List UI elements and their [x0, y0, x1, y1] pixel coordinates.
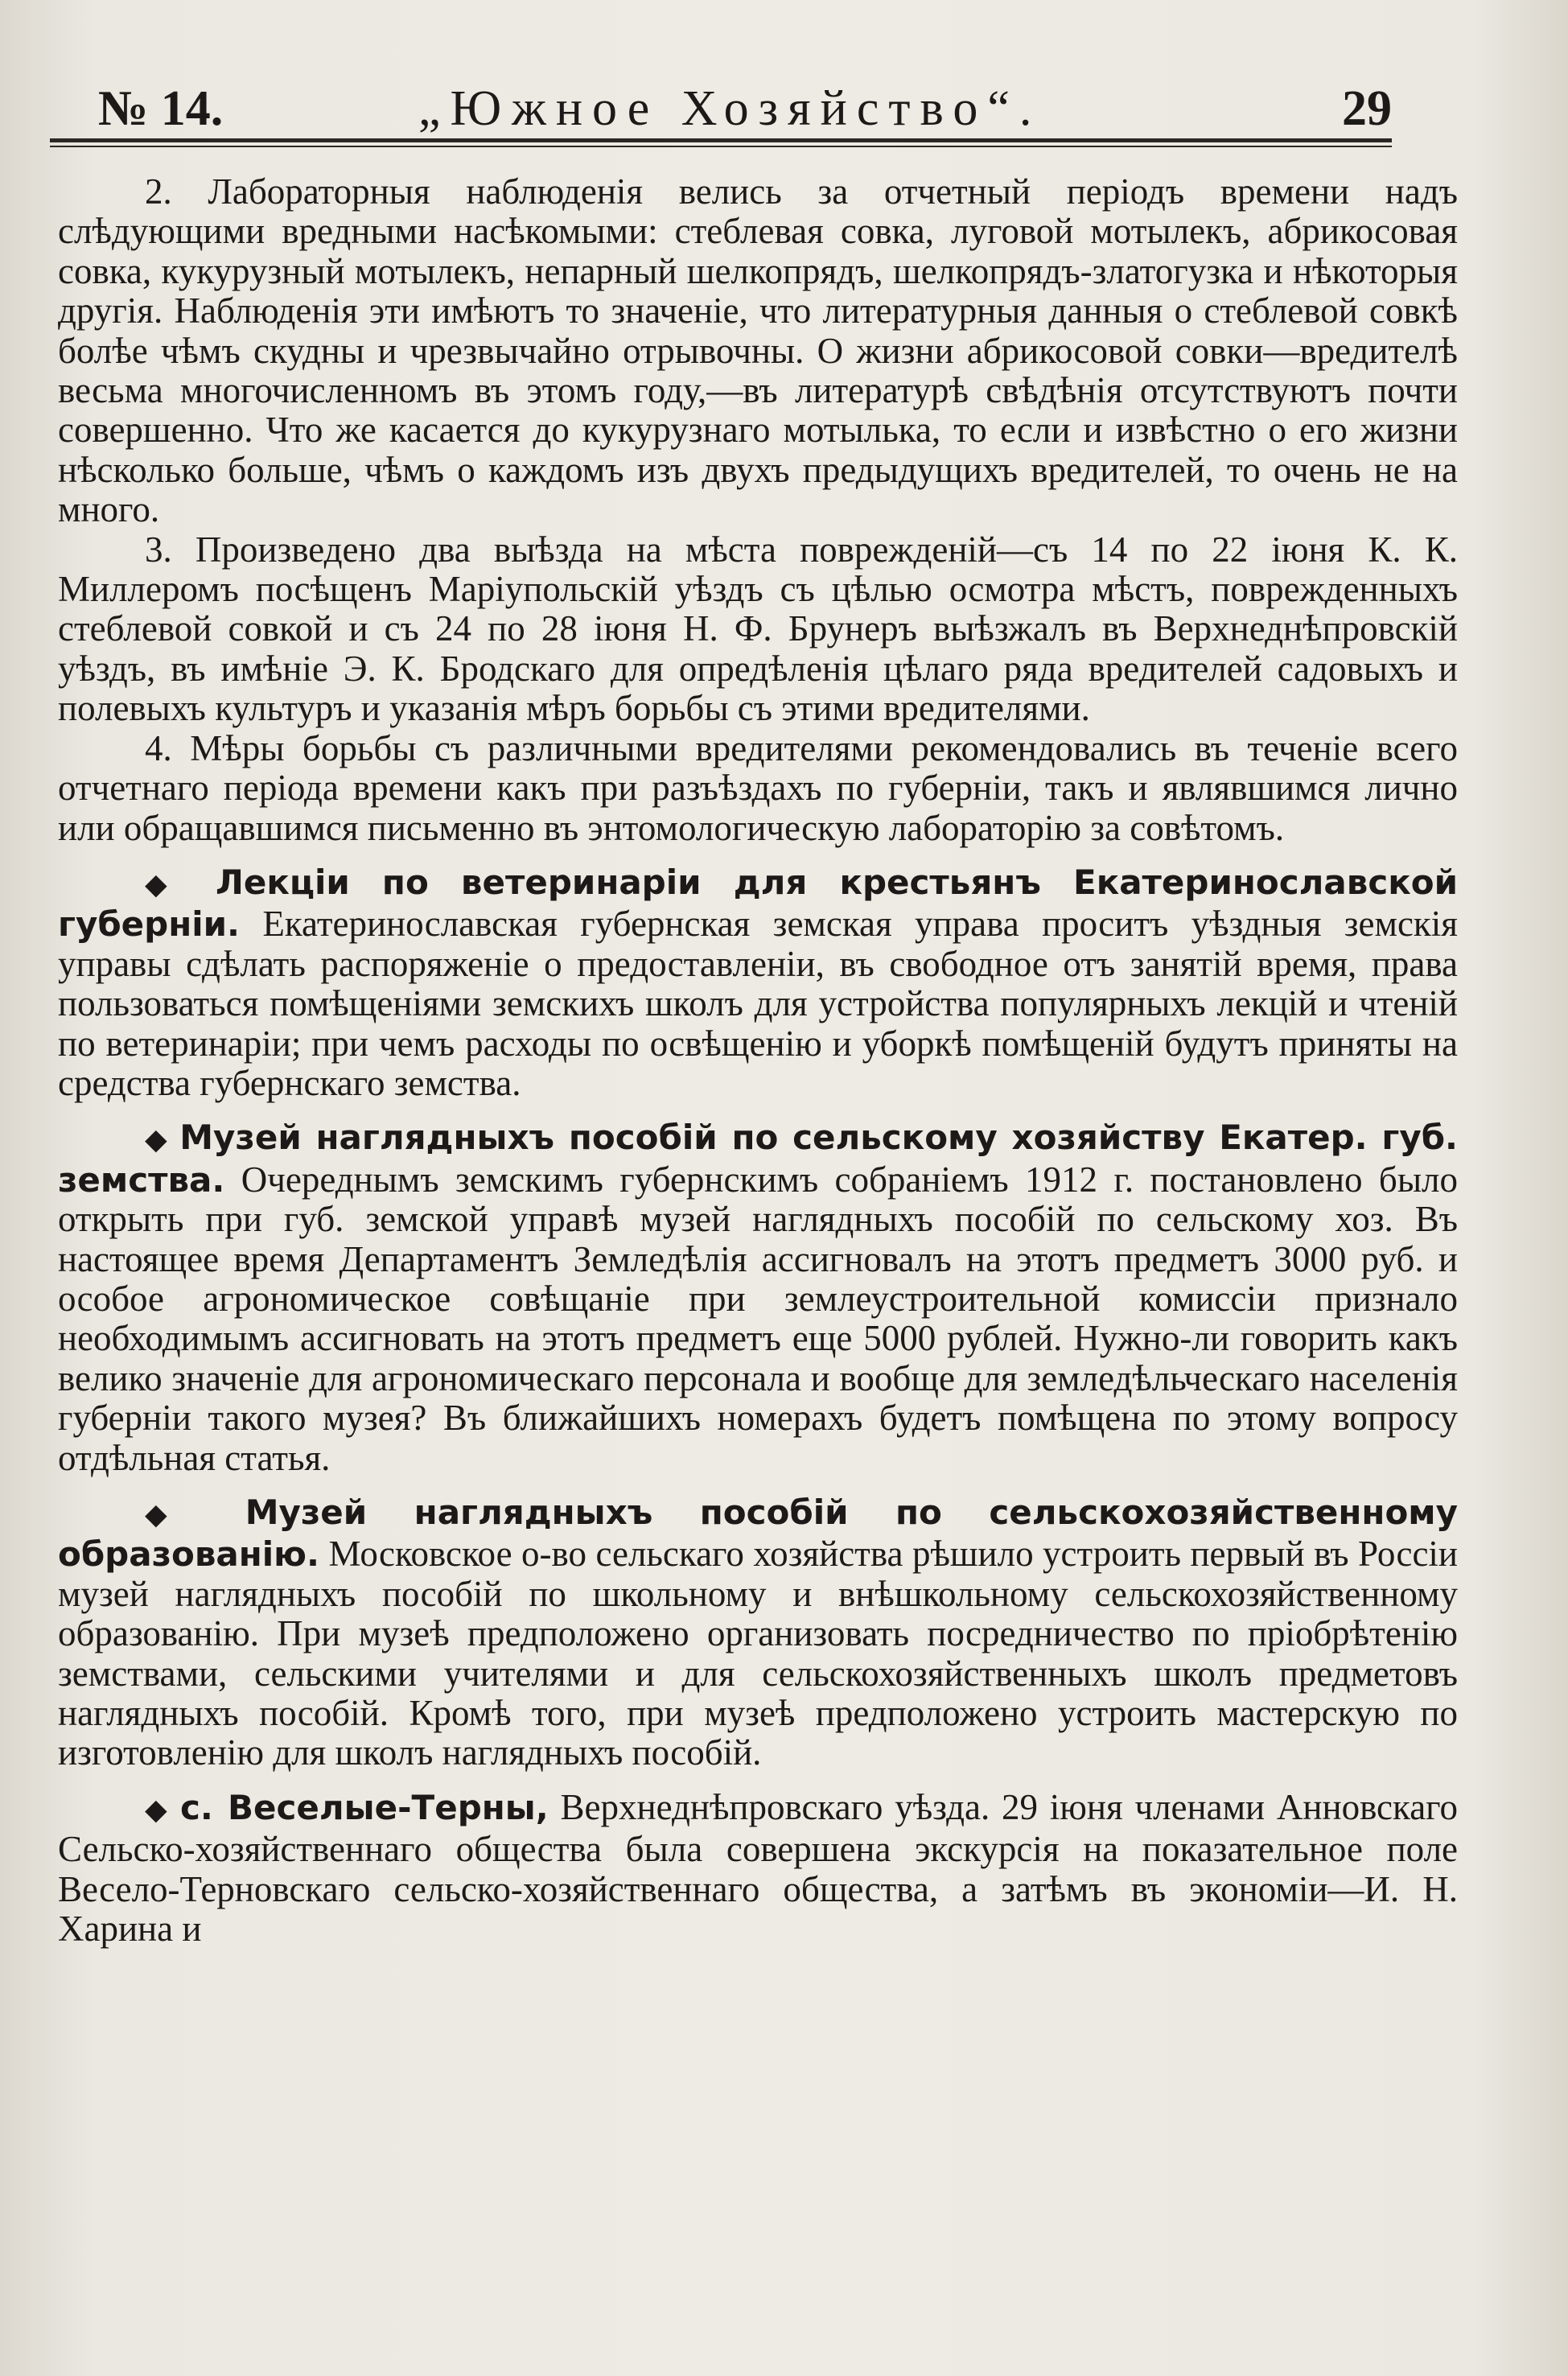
item-text: Верхнеднѣпровскаго уѣзда. 29 іюня членами Анновскаго Сельско-хозяйственнаго общества была совершена экскурсія на показательное поле Весело-Терновскаго сельско-хозяйственнаго общества, а затѣмъ въ экономіи—И. Н. Харина и [58, 1786, 1459, 1950]
item-heading: Лекціи по ветеринаріи для крестьянъ Екатеринославской губерніи. [58, 862, 1459, 945]
bullet-icon: ◆ [145, 1123, 168, 1157]
item-heading: с. Веселые-Терны, [180, 1787, 549, 1827]
journal-title: „Южное Хозяйство“. [418, 81, 1042, 136]
news-item-veselye-terny [58, 1788, 1458, 1950]
issue-number: № 14. [98, 81, 224, 136]
paragraph-pest-control: 4. Мѣры борьбы съ различными вредителями рекомендовались въ теченіе всего отчетнаго періода времени какъ при разъѣздахъ по губерніи, такъ и являвшимся лично или обращавшимся письменно въ энтомологическую лабораторію за совѣтомъ. [58, 727, 1458, 848]
header-rule-thick [50, 138, 1392, 142]
page-number: 29 [1342, 81, 1392, 136]
bullet-icon: ◆ [145, 1793, 169, 1826]
item-heading: Музей наглядныхъ пособій по сельскому хозяйству Екатер. губ. земства. [58, 1118, 1459, 1200]
header-rule-thin [50, 146, 1392, 147]
item-heading: Музей наглядныхъ пособій по сельскохозяйственному образованію. [58, 1493, 1459, 1575]
article-body [58, 172, 1458, 1949]
bullet-icon: ◆ [145, 1498, 201, 1531]
item-text: Московское о-во сельскаго хозяйства рѣшило устроить первый въ Россіи музей наглядныхъ пособій по школьному и внѣшкольному сельскохозяйственному образованію. При музеѣ предположено организовать посредничество по пріобрѣтенію земствами, сельскими учителями и для сельскохозяйственныхъ школъ предметовъ наглядныхъ пособій. Кромѣ того, при музеѣ предположено устроить мастерскую по изготовленію для школъ наглядныхъ пособій. [58, 1534, 1459, 1773]
bullet-icon: ◆ [145, 867, 187, 901]
news-item-museum-zemstvo [58, 1118, 1458, 1478]
news-item-vet-lectures [58, 863, 1458, 1103]
news-item-museum-education [58, 1493, 1458, 1773]
item-text: Очереднымъ земскимъ губернскимъ собраніемъ 1912 г. постановлено было открыть при губ. земской управѣ музей наглядныхъ пособій по сельскому хоз. Въ настоящее время Департаментъ Земледѣлія ассигновалъ на этотъ предметъ 3000 руб. и особое агрономическое совѣщаніе при землеустроительной комиссіи признало необходимымъ ассигновать на этотъ предметъ еще 5000 рублей. Нужно-ли говорить какъ велико значеніе для агрономическаго персонала и вообще для земледѣльческаго населенія губерніи такого музея? Въ ближайшихъ номерахъ будетъ помѣщена по этому вопросу отдѣльная статья. [58, 1159, 1459, 1478]
running-header [88, 80, 1392, 137]
paragraph-field-trips: 3. Произведено два выѣзда на мѣста поврежденій—съ 14 по 22 іюня К. К. Миллеромъ посѣщенъ Маріупольскій уѣздъ съ цѣлью осмотра мѣстъ, поврежденныхъ стеблевой совкой и съ 24 по 28 іюня Н. Ф. Брунеръ выѣзжалъ въ Верхнеднѣпровскій уѣздъ, въ имѣніе Э. К. Бродскаго для опредѣленія цѣлаго ряда вредителей садовыхъ и полевыхъ культуръ и указанія мѣръ борьбы съ этими вредителями. [58, 529, 1458, 729]
paragraph-lab-observations: 2. Лабораторныя наблюденія велись за отчетный періодъ времени надъ слѣдующими вредными насѣкомыми: стеблевая совка, луговой мотылекъ, абрикосовая совка, кукурузный мотылекъ, непарный шелкопрядъ, шелкопрядъ-златогузка и нѣкоторыя другія. Наблюденія эти имѣютъ то значеніе, что литературныя данныя о стеблевой совкѣ болѣе чѣмъ скудны и чрезвычайно отрывочны. О жизни абрикосовой совки—вредителѣ весьма многочисленномъ въ этомъ году,—въ литературѣ свѣдѣнія отсутствуютъ почти совершенно. Что же касается до кукурузнаго мотылька, то если и извѣстно о его жизни нѣсколько больше, чѣмъ о каждомъ изъ двухъ предыдущихъ вредителей, то очень не на много. [58, 171, 1458, 530]
item-text: Екатеринославская губернская земская управа проситъ уѣздныя земскія управы сдѣлать распоряженіе о предоставленіи, въ свободное отъ занятій время, права пользоваться помѣщеніями земскихъ школъ для устройства популярныхъ лекцій и чтеній по ветеринаріи; при чемъ расходы по освѣщенію и уборкѣ помѣщеній будутъ приняты на средства губернскаго земства. [58, 904, 1458, 1103]
